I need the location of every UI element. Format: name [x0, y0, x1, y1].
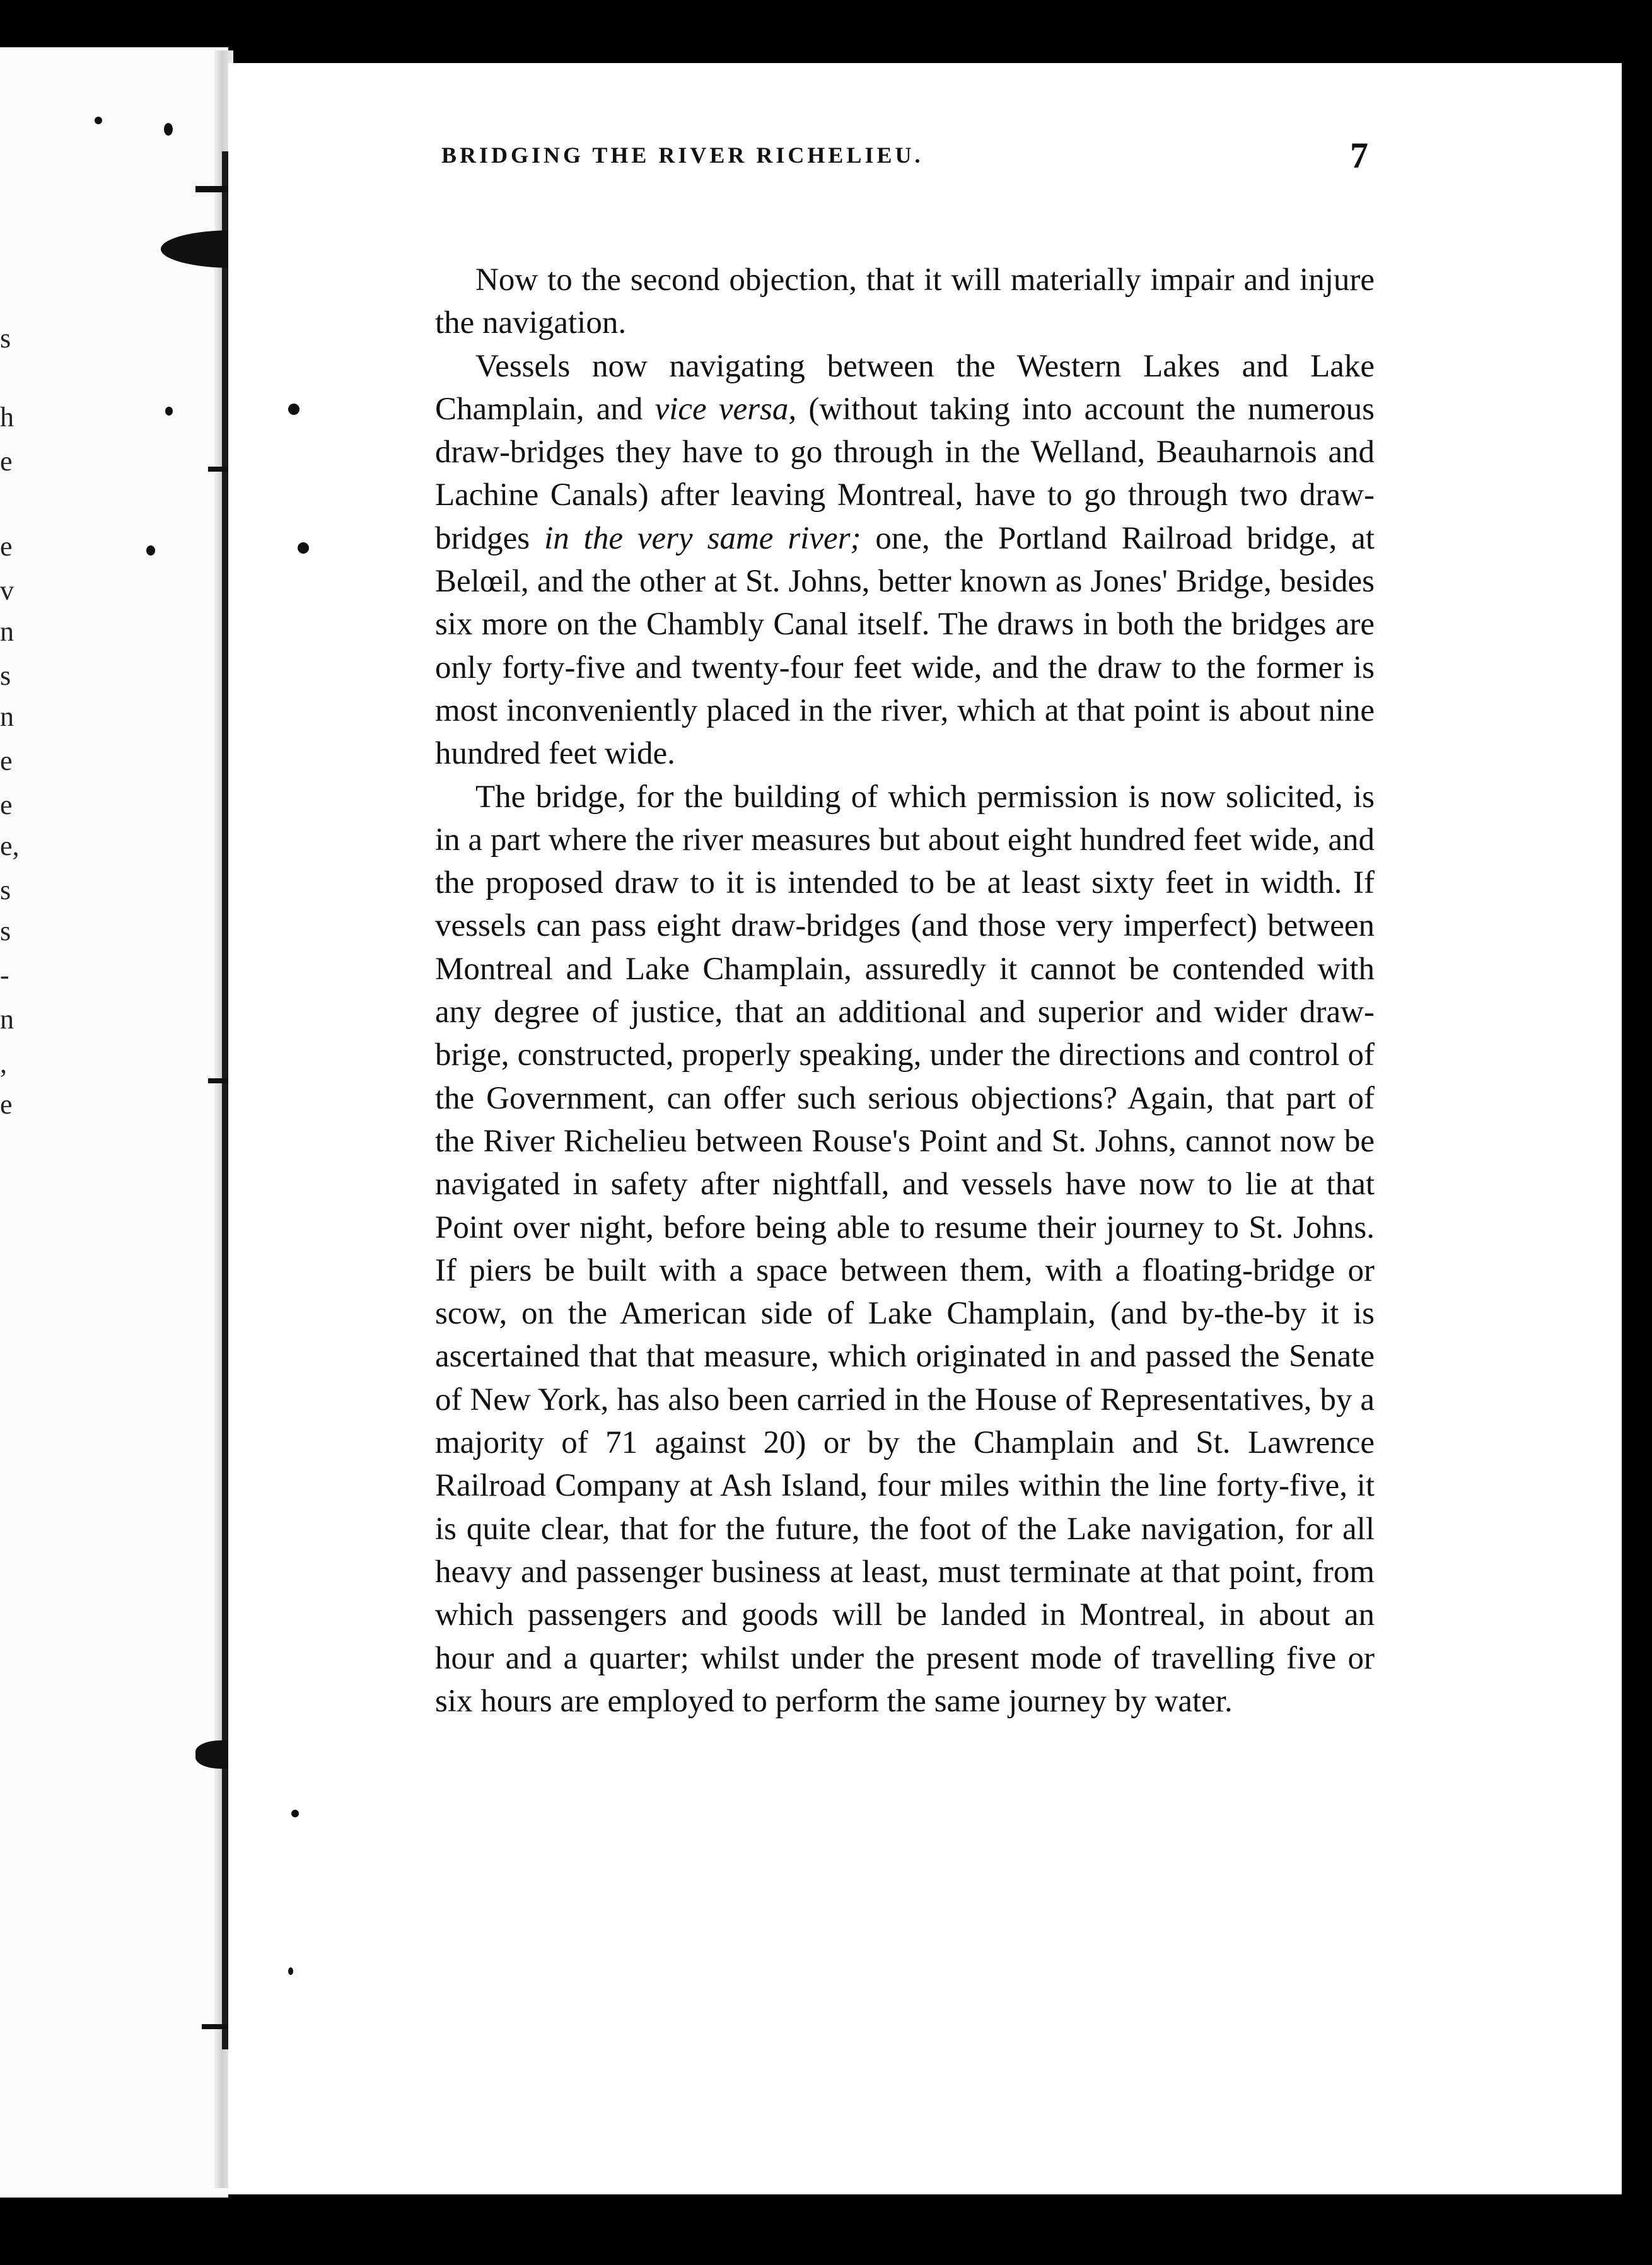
paragraph-text: (without taking into account the numerous draw-bridges they have to go through in the Welland, Beauharnois and Lachine Canals) after leaving Montreal, have to go through two draw-bridges: [435, 391, 1375, 556]
left-page-fragment: v: [0, 575, 14, 606]
paragraph: [435, 345, 1375, 776]
left-page-fragment: e: [0, 446, 13, 477]
paragraph: [435, 259, 1375, 345]
left-page-fragment: e: [0, 789, 13, 820]
left-page-fragment: n: [0, 1004, 14, 1035]
left-page-fragment: -: [0, 960, 9, 991]
left-page-fragment: e: [0, 1089, 13, 1120]
left-page-fragment: s: [0, 323, 11, 354]
left-page-fragment: s: [0, 875, 11, 905]
paragraph-text: Vessels now navigating between the Western Lakes and Lake Champlain, and: [435, 348, 1375, 427]
left-page-fragment: ,: [0, 1048, 7, 1079]
ink-speck: [288, 1967, 293, 1975]
italic-text: vice versa,: [654, 391, 797, 427]
ink-speck: [288, 404, 300, 415]
previous-page-margin: [0, 47, 228, 2198]
left-page-fragment: s: [0, 916, 11, 946]
body-text: [435, 259, 1375, 1723]
left-page-fragment: e: [0, 745, 13, 776]
left-page-fragment: e,: [0, 830, 20, 861]
paragraph: [435, 776, 1375, 1723]
paragraph-text: Now to the second objection, that it will materially impair and injure the navigation.: [435, 262, 1375, 341]
left-page-fragment: h: [0, 402, 14, 433]
page-number: 7: [1350, 135, 1368, 176]
ink-speck: [164, 123, 173, 136]
ink-speck: [291, 1810, 299, 1817]
ink-speck: [298, 542, 309, 554]
ink-speck: [146, 545, 155, 556]
left-page-fragment: s: [0, 660, 11, 691]
ink-speck: [95, 117, 102, 124]
left-page-fragment: e: [0, 531, 13, 562]
italic-text: in the very same river;: [544, 520, 861, 556]
running-title: BRIDGING THE RIVER RICHELIEU.: [441, 143, 924, 168]
paragraph-text: one, the Portland Railroad bridge, at Belœil, and the other at St. Johns, better known as Jones' Bridge, besides six more on the Chambly Canal itself. The draws in both the bridges are only forty-five and twenty-four feet wide, and the draw to the former is most inconveniently placed in the river, which at that point is about nine hundred feet wide.: [435, 520, 1375, 772]
ink-speck: [165, 407, 173, 416]
paragraph-text: The bridge, for the building of which permission is now solicited, is in a part where the river measures but about eight hundred feet wide, and the proposed draw to it is intended to be at least sixty feet in width. If vessels can pass eight draw-bridges (and those very imperfect) between Montreal and Lake Champlain, assuredly it cannot be contended with any degree of justice, that an additional and superior and wider draw-brige, constructed, properly speaking, under the directions and control of the Government, can offer such serious objections? Again, that part of the River Richelieu between Rouse's Point and St. Johns, cannot now be navigated in safety after nightfall, and vessels have now to lie at that Point over night, before being able to resume their journey to St. Johns. If piers be built with a space between them, with a floating-bridge or scow, on the American side of Lake Champlain, (and by-the-by it is ascertained that that measure, which originated in and passed the Senate of New York, has also been carried in the House of Representatives, by a majority of 71 against 20) or by the Champlain and St. Lawrence Railroad Company at Ash Island, four miles within the line forty-five, it is quite clear, that for the future, the foot of the Lake navigation, for all heavy and passenger business at least, must terminate at that point, from which passengers and goods will be landed in Montreal, in about an hour and a quarter; whilst under the present mode of travelling five or six hours are employed to perform the same journey by water.: [435, 779, 1375, 1719]
left-page-fragment: n: [0, 701, 14, 732]
left-page-fragment: n: [0, 616, 14, 647]
